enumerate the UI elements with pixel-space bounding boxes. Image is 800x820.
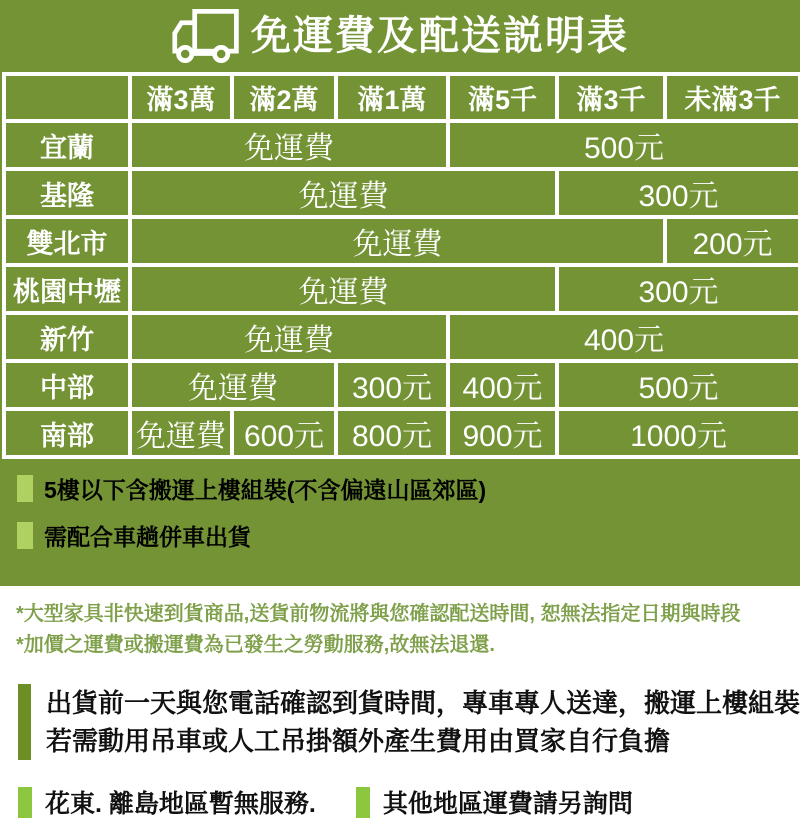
fee-cell: 免運費 xyxy=(130,409,232,457)
panel-note xyxy=(17,472,800,505)
table-header-row xyxy=(4,74,800,121)
region-label: 雙北市 xyxy=(4,217,130,265)
footer-note-text: 其他地區運費請另詢問 xyxy=(382,790,633,818)
header-cell: 滿5千 xyxy=(448,74,557,121)
fee-cell: 1000元 xyxy=(557,409,800,457)
square-bullet-icon xyxy=(17,475,33,502)
footer-note xyxy=(18,784,316,820)
notes-section xyxy=(0,586,800,820)
fee-cell: 300元 xyxy=(557,265,800,313)
square-bullet-icon xyxy=(17,522,33,549)
corner-cell xyxy=(4,74,130,121)
fee-cell: 500元 xyxy=(448,121,800,169)
fee-cell: 免運費 xyxy=(130,169,557,217)
delivery-note xyxy=(18,684,800,760)
delivery-note-line: 若需動用吊車或人工吊掛額外產生費用由買家自行負擔 xyxy=(46,726,671,756)
fee-cell: 300元 xyxy=(336,361,448,409)
delivery-note-text xyxy=(46,684,800,760)
page-title xyxy=(0,0,800,72)
delivery-note-line: 出貨前一天與您電話確認到貨時間，專車專人送達，搬運上樓組裝 xyxy=(46,688,800,718)
fee-cell: 500元 xyxy=(557,361,800,409)
header-cell: 滿3千 xyxy=(557,74,665,121)
region-label: 宜蘭 xyxy=(4,121,130,169)
fee-cell: 600元 xyxy=(232,409,336,457)
panel-note-text: 5樓以下含搬運上樓組裝(不含偏遠山區郊區) xyxy=(44,477,487,503)
header-cell: 滿3萬 xyxy=(130,74,232,121)
fee-cell: 900元 xyxy=(448,409,557,457)
bar-bullet-icon xyxy=(18,684,31,760)
region-label: 中部 xyxy=(4,361,130,409)
fine-print-line: *大型家具非快速到貨商品,送貨前物流將與您確認配送時間, 恕無法指定日期與時段 xyxy=(16,603,741,625)
header-cell: 滿1萬 xyxy=(336,74,448,121)
fee-cell: 免運費 xyxy=(130,265,557,313)
fine-print-line: *加價之運費或搬運費為已發生之勞動服務,故無法退還. xyxy=(16,634,495,656)
square-bullet-icon xyxy=(356,787,370,818)
header-cell: 滿2萬 xyxy=(232,74,336,121)
fee-cell: 300元 xyxy=(557,169,800,217)
fee-cell: 200元 xyxy=(665,217,800,265)
region-label: 基隆 xyxy=(4,169,130,217)
region-label: 新竹 xyxy=(4,313,130,361)
table-row-yilan xyxy=(4,121,800,169)
panel-notes xyxy=(0,459,800,552)
table-row-south xyxy=(4,409,800,457)
square-bullet-icon xyxy=(18,787,32,818)
table-row-taipei xyxy=(4,217,800,265)
table-row-hsinchu xyxy=(4,313,800,361)
fee-cell: 免運費 xyxy=(130,361,336,409)
table-row-keelung xyxy=(4,169,800,217)
footer-note-text: 花東. 離島地區暫無服務. xyxy=(45,790,316,818)
footer-note xyxy=(356,784,633,820)
fee-cell: 800元 xyxy=(336,409,448,457)
panel-note xyxy=(17,519,800,552)
table-row-central xyxy=(4,361,800,409)
title-text: 免運費及配送説明表 xyxy=(251,14,629,58)
region-label: 桃園中壢 xyxy=(4,265,130,313)
shipping-fee-table xyxy=(2,72,800,459)
fee-cell: 免運費 xyxy=(130,121,448,169)
fee-cell: 400元 xyxy=(448,361,557,409)
table-row-taoyuan xyxy=(4,265,800,313)
fee-cell: 免運費 xyxy=(130,217,665,265)
fine-print xyxy=(16,599,800,661)
fee-cell: 400元 xyxy=(448,313,800,361)
fee-cell: 免運費 xyxy=(130,313,448,361)
panel-note-text: 需配合車趟併車出貨 xyxy=(44,524,251,550)
footer-notes xyxy=(18,784,800,820)
region-label: 南部 xyxy=(4,409,130,457)
truck-icon xyxy=(171,7,243,65)
header-cell: 未滿3千 xyxy=(665,74,800,121)
